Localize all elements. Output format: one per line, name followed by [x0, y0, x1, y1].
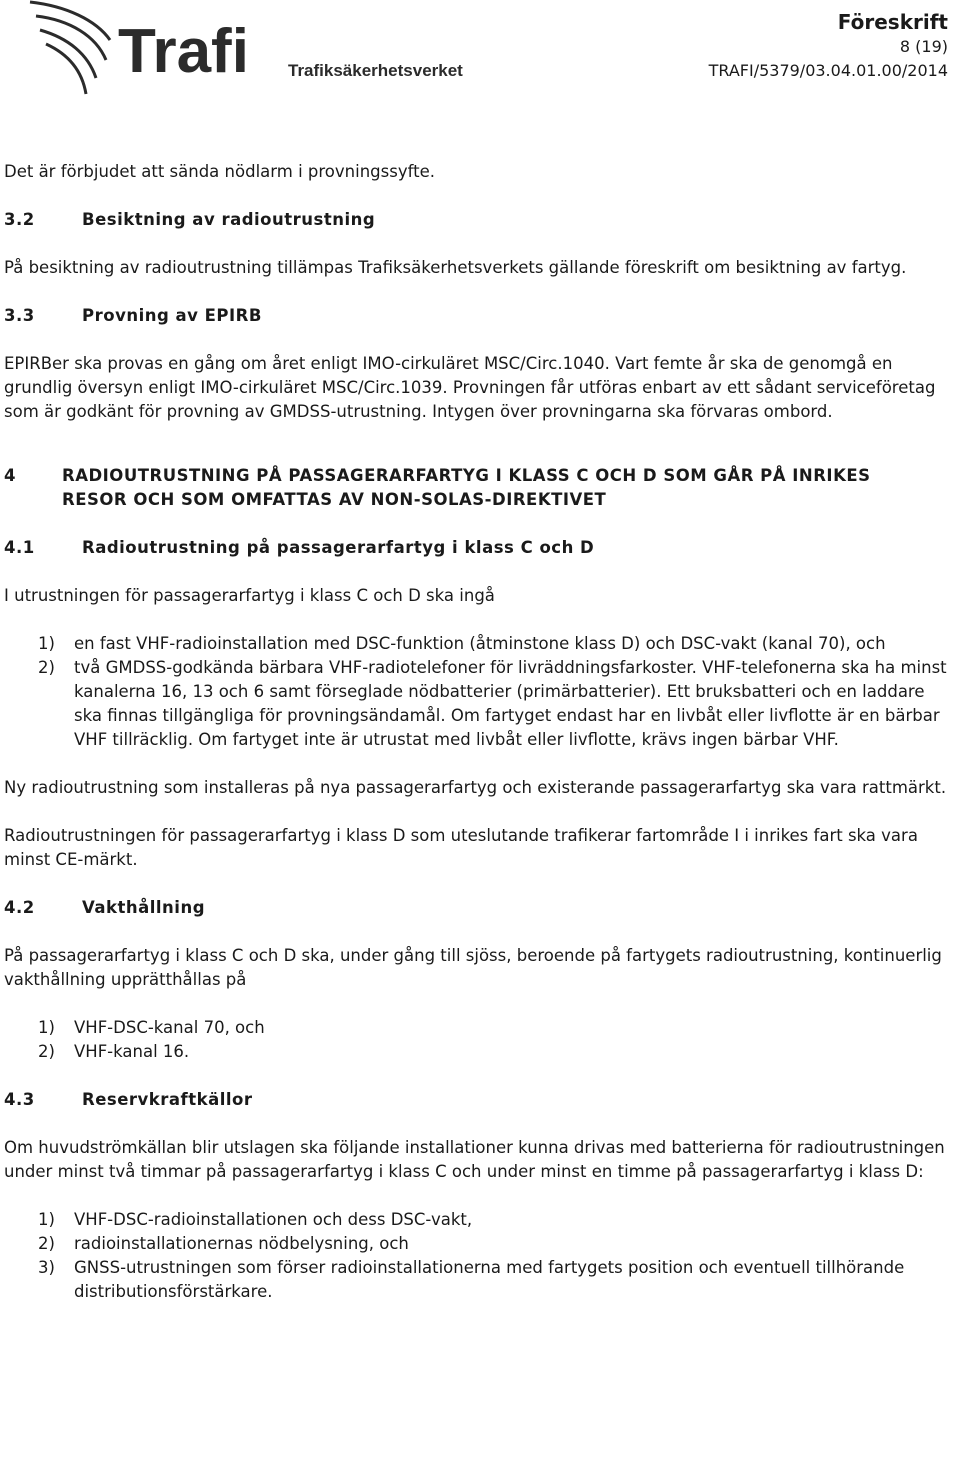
- section-title: Reservkraftkällor: [82, 1090, 253, 1109]
- document-meta: [709, 8, 948, 84]
- logo-wordmark: Trafi: [118, 17, 249, 86]
- trafi-logo: [26, 0, 486, 100]
- document-body: [4, 160, 954, 1304]
- list-number: 2): [38, 658, 55, 677]
- numbered-list: [4, 632, 954, 752]
- list-item: [4, 1256, 954, 1304]
- list-number: 1): [38, 1018, 55, 1037]
- numbered-list: [4, 1208, 954, 1304]
- paragraph: EPIRBer ska provas en gång om året enligt IMO-cirkuläret MSC/Circ.1040. Vart femte år ska de genomgå en grundlig översyn enligt IMO-cirkuläret MSC/Circ.1039. Provningen får utföras enbart av ett sådant serviceföretag som är godkänt för provning av GMDSS-utrustning. Intygen över provningarna ska förvaras ombord.: [4, 354, 936, 421]
- paragraph: På passagerarfartyg i klass C och D ska, under gång till sjöss, beroende på fartygets radioutrustning, kontinuerlig vakthållning upprätthållas på: [4, 946, 942, 989]
- list-text: GNSS-utrustningen som förser radioinstallationerna med fartygets position och eventuell tillhörande distributionsförstärkare.: [74, 1258, 905, 1301]
- section-heading-3-3: [4, 304, 954, 328]
- list-item: [4, 1208, 954, 1232]
- list-text: VHF-kanal 16.: [74, 1042, 190, 1061]
- paragraph: Det är förbjudet att sända nödlarm i provningssyfte.: [4, 162, 435, 181]
- paragraph: På besiktning av radioutrustning tillämpas Trafiksäkerhetsverkets gällande föreskrift om besiktning av fartyg.: [4, 258, 907, 277]
- section-number: 3.3: [4, 306, 35, 325]
- list-number: 2): [38, 1234, 55, 1253]
- document-id: TRAFI/5379/03.04.01.00/2014: [708, 61, 948, 80]
- list-number: 2): [38, 1042, 55, 1061]
- list-text: en fast VHF-radioinstallation med DSC-funktion (åtminstone klass D) och DSC-vakt (kanal 70), och: [74, 634, 886, 653]
- paragraph: Om huvudströmkällan blir utslagen ska följande installationer kunna drivas med batterierna för radioutrustningen under minst två timmar på passagerarfartyg i klass C och under minst en timme på passagerarfartyg i klass D:: [4, 1138, 945, 1181]
- section-heading-3-2: [4, 208, 954, 232]
- chapter-number: 4: [4, 466, 16, 485]
- list-text: radioinstallationernas nödbelysning, och: [74, 1234, 409, 1253]
- list-item: [4, 1040, 954, 1064]
- chapter-title: RADIOUTRUSTNING PÅ PASSAGERARFARTYG I KLASS C OCH D SOM GÅR PÅ INRIKES RESOR OCH SOM OMFATTAS AV NON-SOLAS-DIREKTIVET: [62, 466, 871, 509]
- list-item: [4, 632, 954, 656]
- section-number: 4.2: [4, 898, 35, 917]
- list-number: 3): [38, 1258, 55, 1277]
- logo-subtext: Trafiksäkerhetsverket: [288, 61, 463, 80]
- paragraph: Ny radioutrustning som installeras på nya passagerarfartyg och existerande passagerarfartyg ska vara rattmärkt.: [4, 778, 947, 797]
- section-number: 3.2: [4, 210, 35, 229]
- section-number: 4.1: [4, 538, 35, 557]
- section-title: Besiktning av radioutrustning: [82, 210, 376, 229]
- list-text: två GMDSS-godkända bärbara VHF-radiotelefoner för livräddningsfarkoster. VHF-telefonerna ska ha minst kanalerna 16, 13 och 6 samt förseglade nödbatterier (primärbatterier). Ett bruksbatteri och en laddare ska finnas tillgängliga för provningsändamål. Om fartyget endast har en livbåt eller livflotte är en bärbar VHF tillräcklig. Om fartyget inte är utrustat med livbåt eller livflotte, krävs ingen bärbar VHF.: [74, 658, 947, 749]
- list-number: 1): [38, 1210, 55, 1229]
- paragraph: Radioutrustningen för passagerarfartyg i klass D som uteslutande trafikerar fartområde I i inrikes fart ska vara minst CE-märkt.: [4, 826, 918, 869]
- chapter-heading-4: [4, 464, 954, 512]
- list-number: 1): [38, 634, 55, 653]
- page-number: 8 (19): [899, 37, 948, 56]
- section-title: Vakthållning: [82, 898, 206, 917]
- paragraph: I utrustningen för passagerarfartyg i klass C och D ska ingå: [4, 586, 495, 605]
- list-item: [4, 656, 954, 752]
- section-heading-4-3: [4, 1088, 954, 1112]
- page-header: [0, 0, 960, 110]
- list-text: VHF-DSC-radioinstallationen och dess DSC-vakt,: [74, 1210, 473, 1229]
- section-number: 4.3: [4, 1090, 35, 1109]
- list-text: VHF-DSC-kanal 70, och: [74, 1018, 265, 1037]
- list-item: [4, 1232, 954, 1256]
- document-type: Föreskrift: [837, 10, 948, 34]
- section-heading-4-2: [4, 896, 954, 920]
- section-title: Radioutrustning på passagerarfartyg i klass C och D: [82, 538, 595, 557]
- numbered-list: [4, 1016, 954, 1064]
- section-title: Provning av EPIRB: [82, 306, 262, 325]
- list-item: [4, 1016, 954, 1040]
- section-heading-4-1: [4, 536, 954, 560]
